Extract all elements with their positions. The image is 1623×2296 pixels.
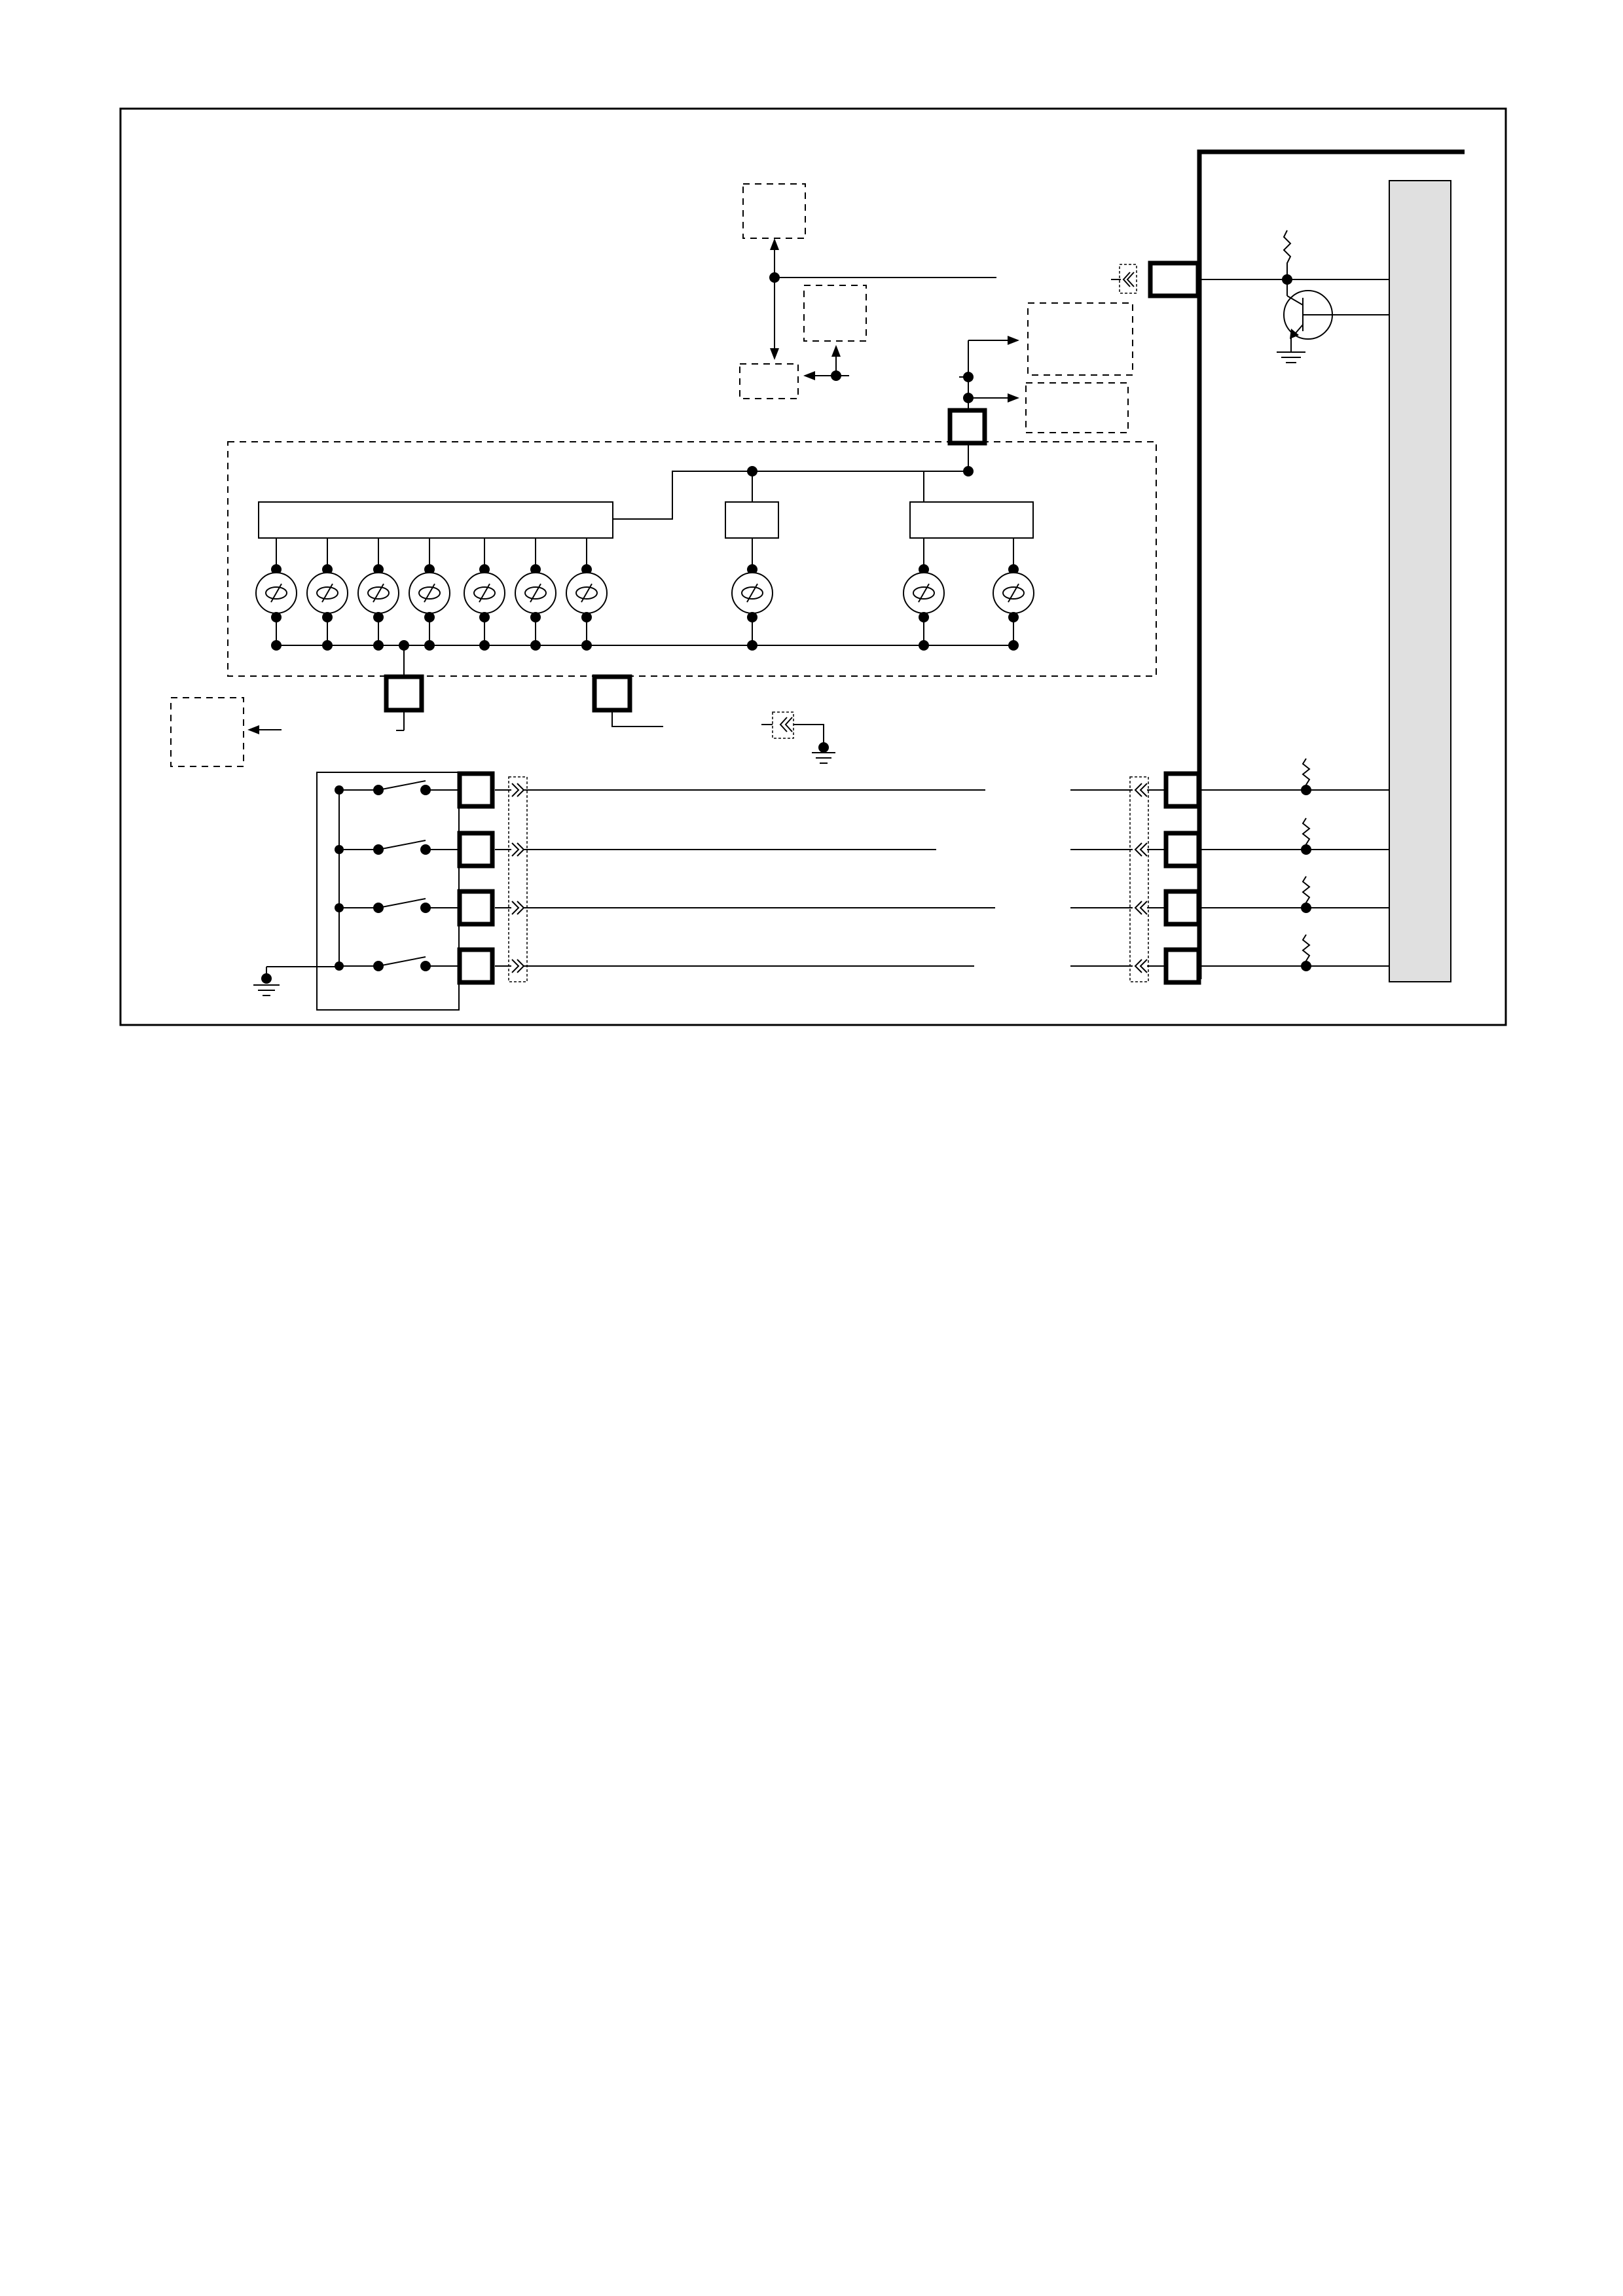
lamp-module-outputs: [171, 640, 663, 766]
bulb-icon: [358, 538, 399, 651]
connector-icon: [1166, 891, 1199, 924]
left-connector-strip: [509, 777, 527, 982]
switch-icon: [335, 950, 492, 982]
signal-line: [495, 876, 1389, 924]
resistor-icon: [1303, 935, 1309, 966]
bulb-icon: [732, 538, 773, 651]
switch-icon: [335, 891, 492, 924]
lamp-feed: [950, 336, 1019, 476]
switch-panel: [317, 772, 459, 1010]
connector-icon: [1166, 774, 1199, 806]
bulb-icon: [566, 538, 607, 651]
bulb-icon: [993, 538, 1034, 651]
connector-icon: [460, 891, 492, 924]
bulb-icon: [256, 538, 297, 651]
control-unit: [1389, 181, 1451, 982]
lamp-module: [228, 442, 1156, 676]
switch-icon: [335, 774, 492, 806]
bulb-icon: [409, 538, 450, 651]
resistor-icon: [1303, 759, 1309, 790]
upper-components: [740, 184, 1133, 433]
connector-icon: [460, 950, 492, 982]
switch-signal-lines: [495, 759, 1389, 982]
switch-group: [335, 774, 492, 982]
lamp-group: [256, 538, 1034, 651]
resistor-icon: [1303, 818, 1309, 850]
ground-point: [761, 712, 835, 763]
bulb-icon: [903, 538, 944, 651]
connector-icon: [1166, 833, 1199, 866]
connector-icon: [1166, 950, 1199, 982]
signal-line: [495, 759, 1389, 806]
switch-ground: [253, 790, 339, 996]
bulb-icon: [515, 538, 556, 651]
bulb-icon: [307, 538, 348, 651]
signal-line: [495, 935, 1389, 982]
signal-line: [495, 818, 1389, 866]
resistor-icon: [1303, 876, 1309, 908]
right-connector-strip: [1130, 777, 1148, 982]
bulb-icon: [464, 538, 505, 651]
switch-icon: [335, 833, 492, 866]
connector-icon: [460, 833, 492, 866]
connector-icon: [460, 774, 492, 806]
